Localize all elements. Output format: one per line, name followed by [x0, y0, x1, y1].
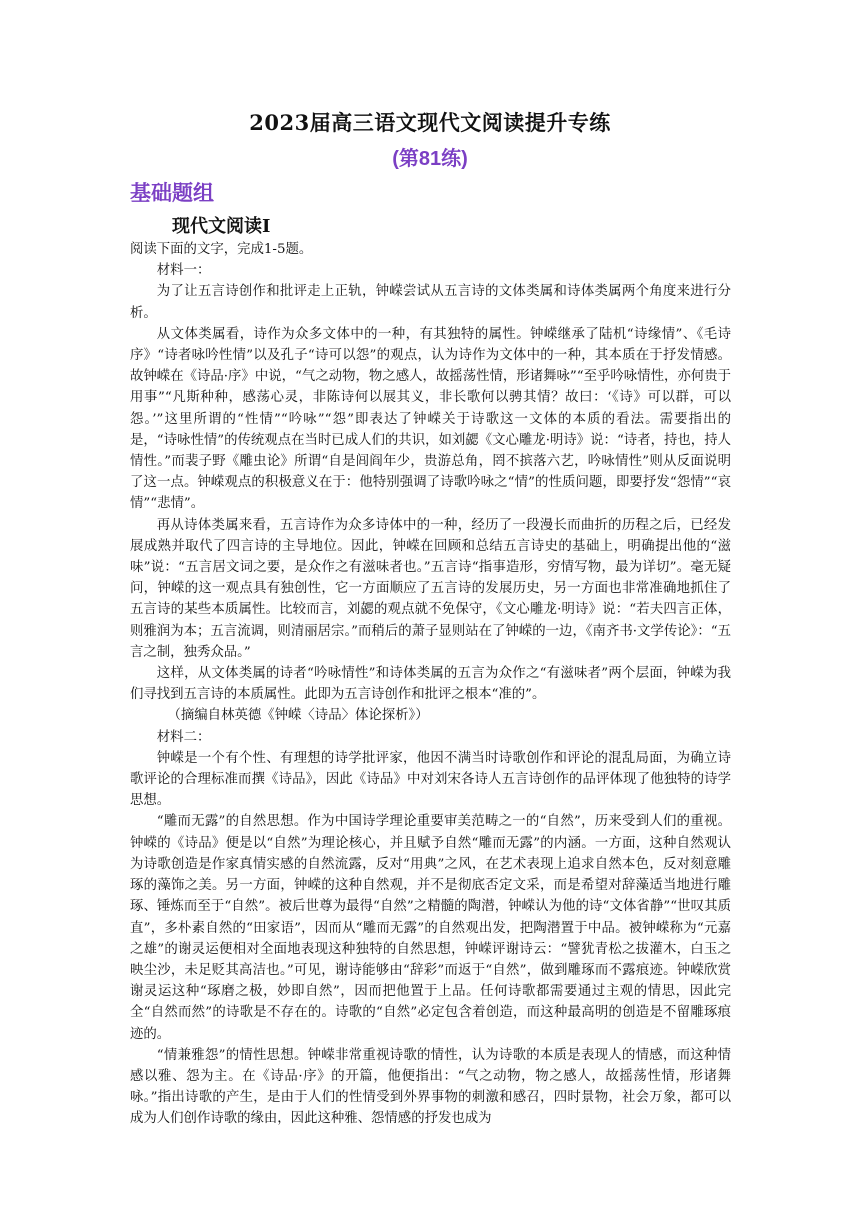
paragraph: 从文体类属看，诗作为众多文体中的一种，有其独特的属性。钟嵘继承了陆机“诗缘情”、《毛诗序》“诗者咏吟性情”以及孔子“诗可以怨”的观点，认为诗作为文体中的一种，其本质在于抒发情感。故钟嵘在《诗品·序》中说，“气之动物，物之感人，故摇荡性情，形诸舞咏”“至乎吟咏情性，亦何贵于用事”“凡斯种种，感荡心灵，非陈诗何以展其义，非长歌何以骋其情？故曰：‘《诗》可以群，可以怨。’”这里所谓的“性情”“吟咏”“怨”即表达了钟嵘关于诗歌这一文体的本质的看法。需要指出的是，“诗咏性情”的传统观点在当时已成人们的共识，如刘勰《文心雕龙·明诗》说：“诗者，持也，持人情性。”而裴子野《雕虫论》所谓“自是闾阎年少，贵游总角，罔不摈落六艺，吟咏情性”则从反面说明了这一点。钟嵘观点的积极意义在于：他特别强调了诗歌吟咏之“情”的性质问题，即要抒发“怨情”“哀情”“悲情”。 [130, 326, 731, 512]
paragraph: 再从诗体类属来看，五言诗作为众多诗体中的一种，经历了一段漫长而曲折的历程之后，已经发展成熟并取代了四言诗的主导地位。因此，钟嵘在回顾和总结五言诗史的基础上，明确提出他的“滋味”说：“五言居文词之要，是众作之有滋味者也。”五言诗“指事造形，穷情写物，最为详切”。毫无疑问，钟嵘的这一观点具有独创性，它一方面顺应了五言诗的发展历史，另一方面也非常准确地抓住了五言诗的某些本质属性。比较而言，刘勰的观点就不免保守，《文心雕龙·明诗》说：“若夫四言正体，则雅润为本；五言流调，则清丽居宗。”而稍后的萧子显则站在了钟嵘的一边，《南齐书·文学传论》：“五言之制，独秀众品。” [130, 517, 731, 660]
paragraph: “情兼雅怨”的情性思想。钟嵘非常重视诗歌的情性，认为诗歌的本质是表现人的情感，而这种情感以雅、怨为主。在《诗品·序》的开篇，他便指出：“气之动物，物之感人，故摇荡性情，形诸舞咏。”指出诗歌的产生，是由于人们的性情受到外界事物的刺激和感召，四时景物，社会万象，都可以成为人们创作诗歌的缘由，因此这种雅、怨情感的抒发也成为 [130, 1047, 731, 1127]
material-label: 材料二： [156, 729, 211, 745]
source-citation: （摘编自林英德《钟嵘〈诗品〉体论探析》） [167, 708, 429, 724]
page-title: 2023届高三语文现代文阅读提升专练 [249, 110, 611, 135]
material-label: 材料一： [156, 263, 211, 279]
section-heading: 现代文阅读Ⅰ [172, 216, 271, 237]
instruction: 阅读下面的文字，完成1-5题。 [130, 242, 313, 257]
group-heading: 基础题组 [130, 182, 214, 205]
paragraph: 钟嵘是一个有个性、有理想的诗学批评家，他因不满当时诗歌创作和评论的混乱局面，为确立诗歌评论的合理标准而撰《诗品》，因此《诗品》中对刘宋各诗人五言诗创作的品评体现了他独特的诗学思想。 [130, 750, 731, 809]
paragraph: “雕而无露”的自然思想。作为中国诗学理论重要审美范畴之一的“自然”，历来受到人们的重视。钟嵘的《诗品》便是以“自然”为理论核心，并且赋予自然“雕而无露”的内涵。一方面，这种自然观认为诗歌创造是作家真情实感的自然流露，反对“用典”之风，在艺术表现上追求自然本色，反对刻意雕琢的藻饰之美。另一方面，钟嵘的这种自然观，并不是彻底否定文采，而是希望对辞藻适当地进行雕琢、锤炼而至于“自然”。被后世尊为最得“自然”之精髓的陶潜，钟嵘认为他的诗“文体省静”“世叹其质直”，多朴素自然的“田家语”，因而从“雕而无露”的自然观出发，把陶潜置于中品。被钟嵘称为“元嘉之雄”的谢灵运便相对全面地表现这种独特的自然思想，钟嵘评谢诗云：“譬犹青松之拔灌木，白玉之映尘沙，未足贬其高洁也。”可见，谢诗能够由“辞彩”而返于“自然”，做到雕琢而不露痕迹。钟嵘欣赏谢灵运这种“琢磨之极，妙即自然”，因而把他置于上品。任何诗歌都需要通过主观的情思，因此完全“自然而然”的诗歌是不存在的。诗歌的“自然”必定包含着创造，而这种最高明的创造是不留雕琢痕迹的。 [130, 814, 731, 1042]
article-body [130, 239, 731, 1130]
exercise-number: (第81练) [392, 148, 468, 170]
paragraph: 这样，从文体类属的诗者“吟咏情性”和诗体类属的五言为众作之“有滋味者”两个层面，钟嵘为我们寻找到五言诗的本质属性。此即为五言诗创作和批评之根本“准的”。 [130, 666, 731, 703]
paragraph: 为了让五言诗创作和批评走上正轨，钟嵘尝试从五言诗的文体类属和诗体类属两个角度来进行分析。 [130, 284, 731, 321]
